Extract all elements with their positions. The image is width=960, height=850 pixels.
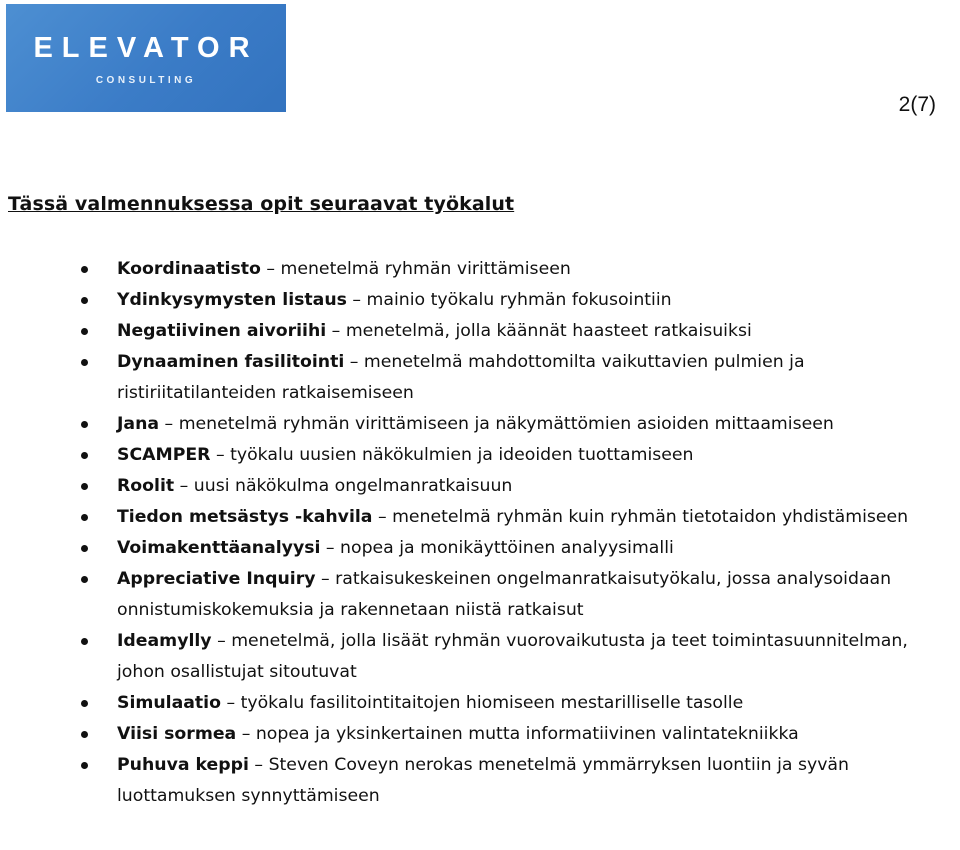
bullet-icon <box>81 545 88 552</box>
list-item <box>0 347 960 409</box>
list-item <box>0 285 960 316</box>
tool-name: SCAMPER <box>117 445 211 465</box>
bullet-icon <box>81 452 88 459</box>
tool-name: Jana <box>117 414 160 434</box>
tool-description: – menetelmä, jolla lisäät ryhmän vuorovaikutusta ja teet toimintasuunnitelman, johon osallistujat sitoutuvat <box>117 631 908 682</box>
tool-name: Roolit <box>117 476 175 496</box>
tool-name: Tiedon metsästys -kahvila <box>117 507 373 527</box>
tool-description: – menetelmä ryhmän kuin ryhmän tietotaidon yhdistämiseen <box>372 507 909 527</box>
tool-description: – menetelmä ryhmän virittämiseen ja näkymättömien asioiden mittaamiseen <box>159 414 834 434</box>
list-item <box>0 502 960 533</box>
list-item <box>0 409 960 440</box>
bullet-icon <box>81 762 88 769</box>
tool-name: Dynaaminen fasilitointi <box>117 352 345 372</box>
logo-wordmark: ELEVATOR <box>33 32 259 64</box>
bullet-icon <box>81 297 88 304</box>
bullet-icon <box>81 514 88 521</box>
list-item <box>0 316 960 347</box>
bullet-icon <box>81 266 88 273</box>
list-item <box>0 471 960 502</box>
tool-name: Viisi sormea <box>117 724 237 744</box>
tool-list <box>0 254 960 812</box>
elevator-consulting-logo <box>6 4 286 112</box>
tool-name: Appreciative Inquiry <box>117 569 316 589</box>
tool-description: – työkalu uusien näkökulmien ja ideoiden tuottamiseen <box>210 445 694 465</box>
tool-description: – menetelmä, jolla käännät haasteet ratkaisuiksi <box>326 321 752 341</box>
list-item <box>0 688 960 719</box>
tool-description: – menetelmä ryhmän virittämiseen <box>260 259 571 279</box>
bullet-icon <box>81 638 88 645</box>
tool-description: – nopea ja monikäyttöinen analyysimalli <box>320 538 674 558</box>
tool-description: – Steven Coveyn nerokas menetelmä ymmärryksen luontiin ja syvän luottamuksen synnyttämiseen <box>117 755 849 806</box>
bullet-icon <box>81 731 88 738</box>
tool-name: Ydinkysymysten listaus <box>117 290 347 310</box>
tool-description: – työkalu fasilitointitaitojen hiomiseen mestarilliselle tasolle <box>220 693 744 713</box>
tool-description: – menetelmä mahdottomilta vaikuttavien pulmien ja ristiriitatilanteiden ratkaisemiseen <box>117 352 805 403</box>
tool-description: – ratkaisukeskeinen ongelmanratkaisutyökalu, jossa analysoidaan onnistumiskokemuksia ja rakennetaan niistä ratkaisut <box>117 569 892 620</box>
tool-name: Simulaatio <box>117 693 221 713</box>
list-item <box>0 626 960 688</box>
list-item <box>0 750 960 812</box>
list-item <box>0 564 960 626</box>
list-item <box>0 254 960 285</box>
bullet-icon <box>81 483 88 490</box>
bullet-icon <box>81 700 88 707</box>
logo-subtitle: CONSULTING <box>95 75 197 86</box>
page-heading: Tässä valmennuksessa opit seuraavat työkalut <box>8 193 515 215</box>
bullet-icon <box>81 328 88 335</box>
list-item <box>0 440 960 471</box>
tool-description: – nopea ja yksinkertainen mutta informatiivinen valintatekniikka <box>236 724 799 744</box>
tool-description: – mainio työkalu ryhmän fokusointiin <box>346 290 672 310</box>
tool-name: Ideamylly <box>117 631 212 651</box>
list-item <box>0 719 960 750</box>
tool-name: Negatiivinen aivoriihi <box>117 321 327 341</box>
tool-description: – uusi näkökulma ongelmanratkaisuun <box>174 476 513 496</box>
tool-name: Puhuva keppi <box>117 755 249 775</box>
page-number: 2(7) <box>898 93 936 116</box>
list-item <box>0 533 960 564</box>
tool-name: Voimakenttäanalyysi <box>117 538 321 558</box>
bullet-icon <box>81 576 88 583</box>
bullet-icon <box>81 359 88 366</box>
tool-name: Koordinaatisto <box>117 259 261 279</box>
bullet-icon <box>81 421 88 428</box>
